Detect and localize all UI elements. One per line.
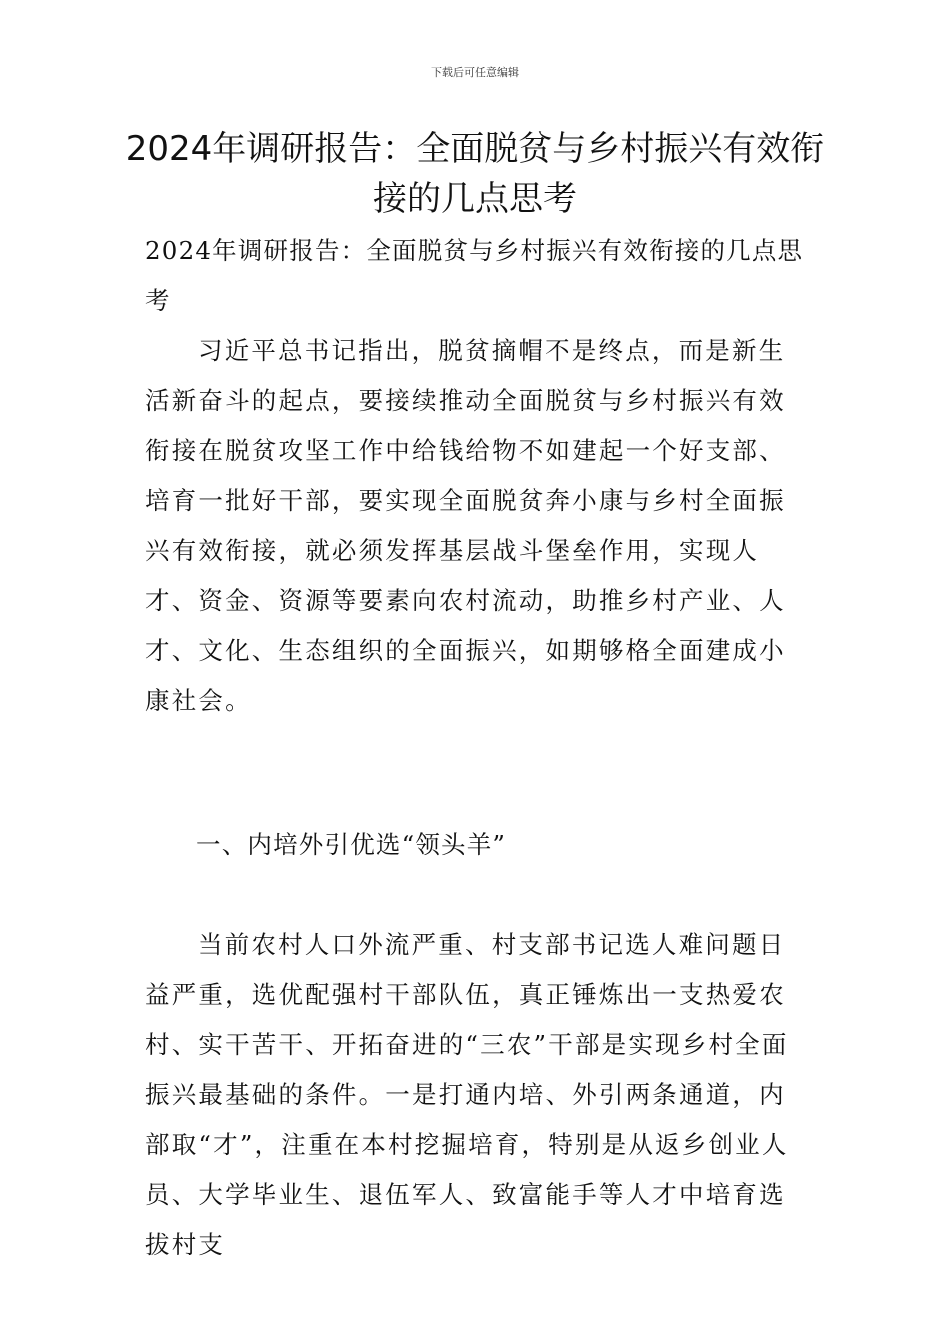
document-subtitle: 2024年调研报告：全面脱贫与乡村振兴有效衔接的几点思考 (145, 236, 804, 315)
header-note: 下载后可任意编辑 (431, 66, 519, 79)
document-title: 2024年调研报告：全面脱贫与乡村振兴有效衔接的几点思考 (125, 129, 825, 219)
paragraph-2: 当前农村人口外流严重、村支部书记选人难问题日益严重，选优配强村干部队伍，真正锤炼出一支热爱农村、实干苦干、开拓奋进的“三农”干部是实现乡村全面振兴最基础的条件。一是打通内培、外引两条通道，内部取“才”，注重在本村挖掘培育，特别是从返乡创业人员、大学毕业生、退伍军人、致富能手等人才中培育选拔村支 (145, 930, 789, 1259)
section-heading-1: 一、内培外引优选“领头羊” (196, 830, 507, 859)
paragraph-1: 习近平总书记指出，脱贫摘帽不是终点，而是新生活新奋斗的起点，要接续推动全面脱贫与乡村振兴有效衔接在脱贫攻坚工作中给钱给物不如建起一个好支部、培育一批好干部，要实现全面脱贫奔小康与乡村全面振兴有效衔接，就必须发挥基层战斗堡垒作用，实现人才、资金、资源等要素向农村流动，助推乡村产业、人才、文化、生态组织的全面振兴，如期够格全面建成小康社会。 (145, 336, 786, 715)
